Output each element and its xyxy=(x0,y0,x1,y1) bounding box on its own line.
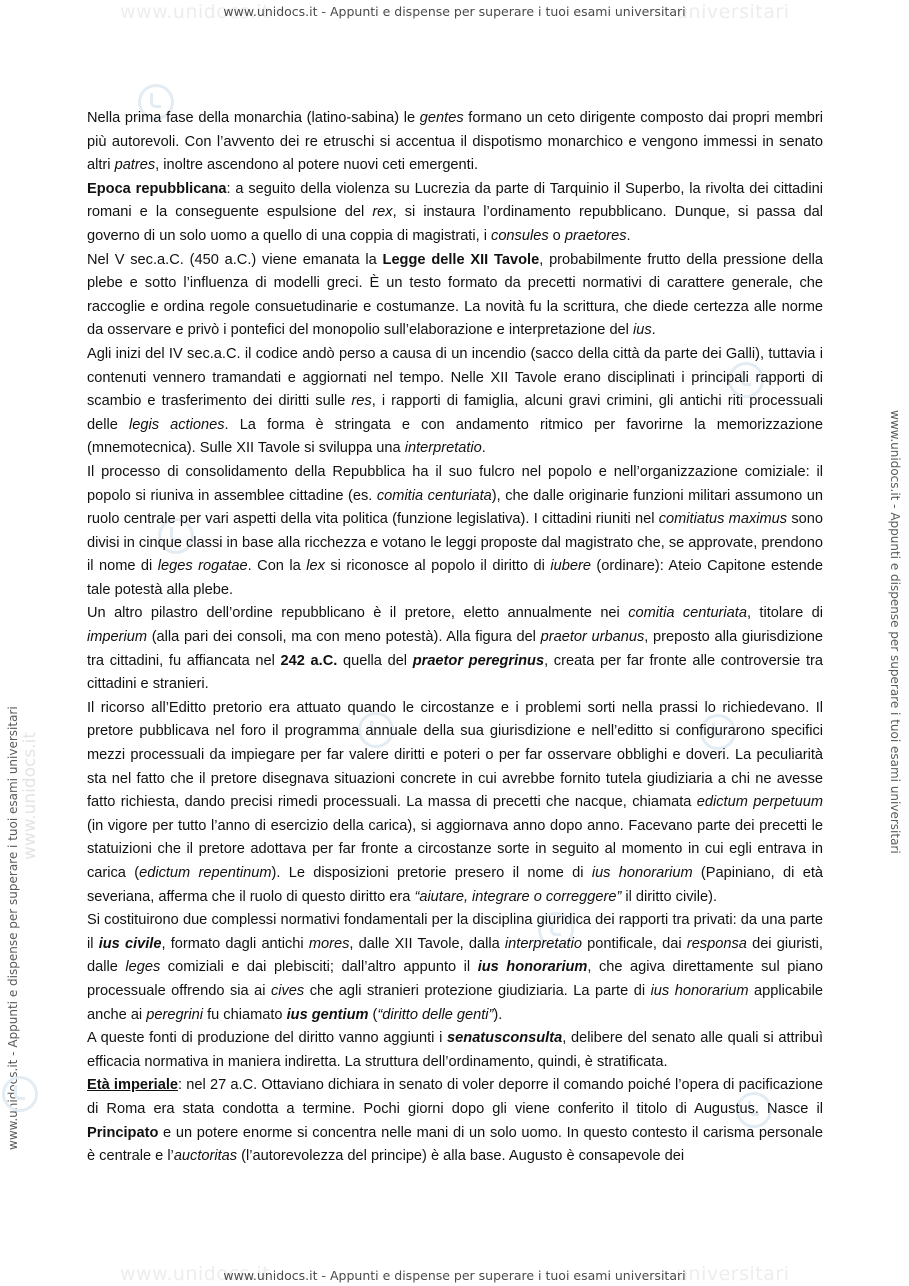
paragraph-twelve-tables: Nel V sec.a.C. (450 a.C.) viene emanata la Legge delle XII Tavole, probabilmente frutto della pressione della plebe e sotto l’influenza di modelli greci. È un testo formato da precetti normativi di carattere generale, che raccoglie e ordina regole consuetudinarie e costumanze. La novità fu la scrittura, che diede certezza alle norme da osservare e privò i pontefici del monopolio sull’elaborazione e interpretazione del ius. xyxy=(87,251,824,339)
watermark-ghost-bottom-left: www.unidocs.it xyxy=(120,1263,271,1285)
watermark-ghost-top-right: universitari xyxy=(676,1,790,23)
paragraph-edict: Il ricorso all’Editto pretorio era attuato quando le circostanze e i problemi sorti nella prassi lo richiedevano. Il pretore pubblicava nel foro il programma annuale della sua giurisdizione e nell’editto si configurarono specifici mezzi processuali da impiegare per far valere diritti e poteri o per far osservare obblighi e doveri. La peculiarità sta nel fatto che il pretore disegnava situazioni concrete in cui avrebbe fornito tutela giudiziaria a chi ne avesse fatto richiesta, dando precisi rimedi processuali. La massa di precetti che nacque, chiamata edictum perpetuum (in vigore per tutto l’anno di esercizio della carica), si aggiornava anno dopo anno. Facevano parte dei precetti le statuizioni che il pretore adottava per far fronte a circostanze sorte in seguito al momento in cui egli entrava in carica (edictum repentinum). Le disposizioni pretorie presero il nome di ius honorarium (Papiniano, di età severiana, afferma che il ruolo di questo diritto era “aiutare, integrare o correggere” il diritto civile). xyxy=(87,699,823,905)
paragraph-praetor: Un altro pilastro dell’ordine repubblicano è il pretore, eletto annualmente nei comitia centuriata, titolare di imperium (alla pari dei consoli, ma con meno potestà). Alla figura del praetor urbanus, preposto alla giurisdizione tra cittadini, fu affiancata nel 242 a.C. quella del praetor peregrinus, creata per far fronte alle controversie tra cittadini e stranieri. xyxy=(87,605,823,693)
watermark-ghost-top-left: www.unidocs.it xyxy=(120,1,271,23)
paragraph-imperial: Età imperiale: nel 27 a.C. Ottaviano dichiara in senato di voler deporre il comando poiché l’opera di pacificazione di Roma era stata condotta a termine. Pochi giorni dopo gli viene conferito il titolo di Augustus. Nasce il Principato e un potere enorme si concentra nelle mani di un solo uomo. In questo contesto il carisma personale è centrale e l’auctoritas (l’autorevolezza del principe) è alla base. Augusto è consapevole dei xyxy=(87,1077,823,1165)
watermark-header: www.unidocs.it - Appunti e dispense per superare i tuoi esami universitari xyxy=(223,4,686,19)
watermark-ghost-bottom-right: universitari xyxy=(676,1263,790,1285)
section-heading-imperial: Età imperiale xyxy=(87,1077,179,1094)
watermark-footer: www.unidocs.it - Appunti e dispense per superare i tuoi esami universitari xyxy=(223,1268,686,1283)
document-body xyxy=(87,107,823,1169)
watermark-side-right: www.unidocs.it - Appunti e dispense per superare i tuoi esami universitari xyxy=(888,410,902,854)
watermark-ghost-side: www.unidocs.it xyxy=(20,731,40,860)
paragraph-normative-systems: Si costituirono due complessi normativi fondamentali per la disciplina giuridica dei rapporti tra privati: da una parte il ius civile, formato dagli antichi mores, dalle XII Tavole, dalla interpretatio pontificale, dai responsa dei giuristi, dalle leges comiziali e dai plebisciti; dall’altro appunto il ius honorarium, che agiva direttamente sul piano processuale offrendo sia ai cives che agli stranieri protezione giudiziaria. La parte di ius honorarium applicabile anche ai peregrini fu chiamato ius gentium (“diritto delle genti”). xyxy=(87,912,824,1023)
paragraph-republic: Epoca repubblicana: a seguito della violenza su Lucrezia da parte di Tarquinio il Superbo, la rivolta dei cittadini romani e la conseguente espulsione del rex, si instaura l’ordinamento repubblicano. Dunque, si passa dal governo di un solo uomo a quello di una coppia di magistrati, i consules o praetores. xyxy=(87,180,824,244)
paragraph-comitia: Il processo di consolidamento della Repubblica ha il suo fulcro nel popolo e nell’organizzazione comiziale: il popolo si riuniva in assemblee cittadine (es. comitia centuriata), che dalle originarie funzioni militari assumono un ruolo centrale per vari aspetti della vita politica (funzione legislativa). I cittadini riuniti nel comitiatus maximus sono divisi in cinque classi in base alla ricchezza e votano le leggi proposte dal magistrato che, se approvate, prendono il nome di leges rogatae. Con la lex si riconosce al popolo il diritto di iubere (ordinare): Ateio Capitone estende tale potestà alla plebe. xyxy=(87,463,823,598)
section-heading-republic: Epoca repubblicana xyxy=(87,180,227,197)
watermark-side-left: www.unidocs.it - Appunti e dispense per superare i tuoi esami universitari xyxy=(6,706,20,1150)
watermark-logo-icon xyxy=(2,1076,38,1112)
paragraph-fourth-century: Agli inizi del IV sec.a.C. il codice andò perso a causa di un incendio (sacco della città da parte dei Galli), tuttavia i contenuti vennero tramandati e aggiornati nel tempo. Nelle XII Tavole erano disciplinati i principali rapporti di scambio e trasferimento dei diritti sulle res, i rapporti di famiglia, alcuni gravi crimini, gli antichi riti processuali delle legis actiones. La forma è stringata e con andamento ritmico per favorirne la memorizzazione (mnemotecnica). Sulle XII Tavole si sviluppa una interpretatio. xyxy=(87,345,824,457)
paragraph-senatusconsulta: A queste fonti di produzione del diritto vanno aggiunti i senatusconsulta, delibere del senato alle quali si attribuì efficacia normativa in maniera indiretta. La struttura dell’ordinamento, quindi, è stratificata. xyxy=(87,1030,823,1070)
paragraph-monarchy: Nella prima fase della monarchia (latino-sabina) le gentes formano un ceto dirigente composto dai propri membri più autorevoli. Con l’avvento dei re etruschi si accentua il dispotismo monarchico e vengono immessi in senato altri patres, inoltre ascendono al potere nuovi ceti emergenti. xyxy=(87,110,823,174)
